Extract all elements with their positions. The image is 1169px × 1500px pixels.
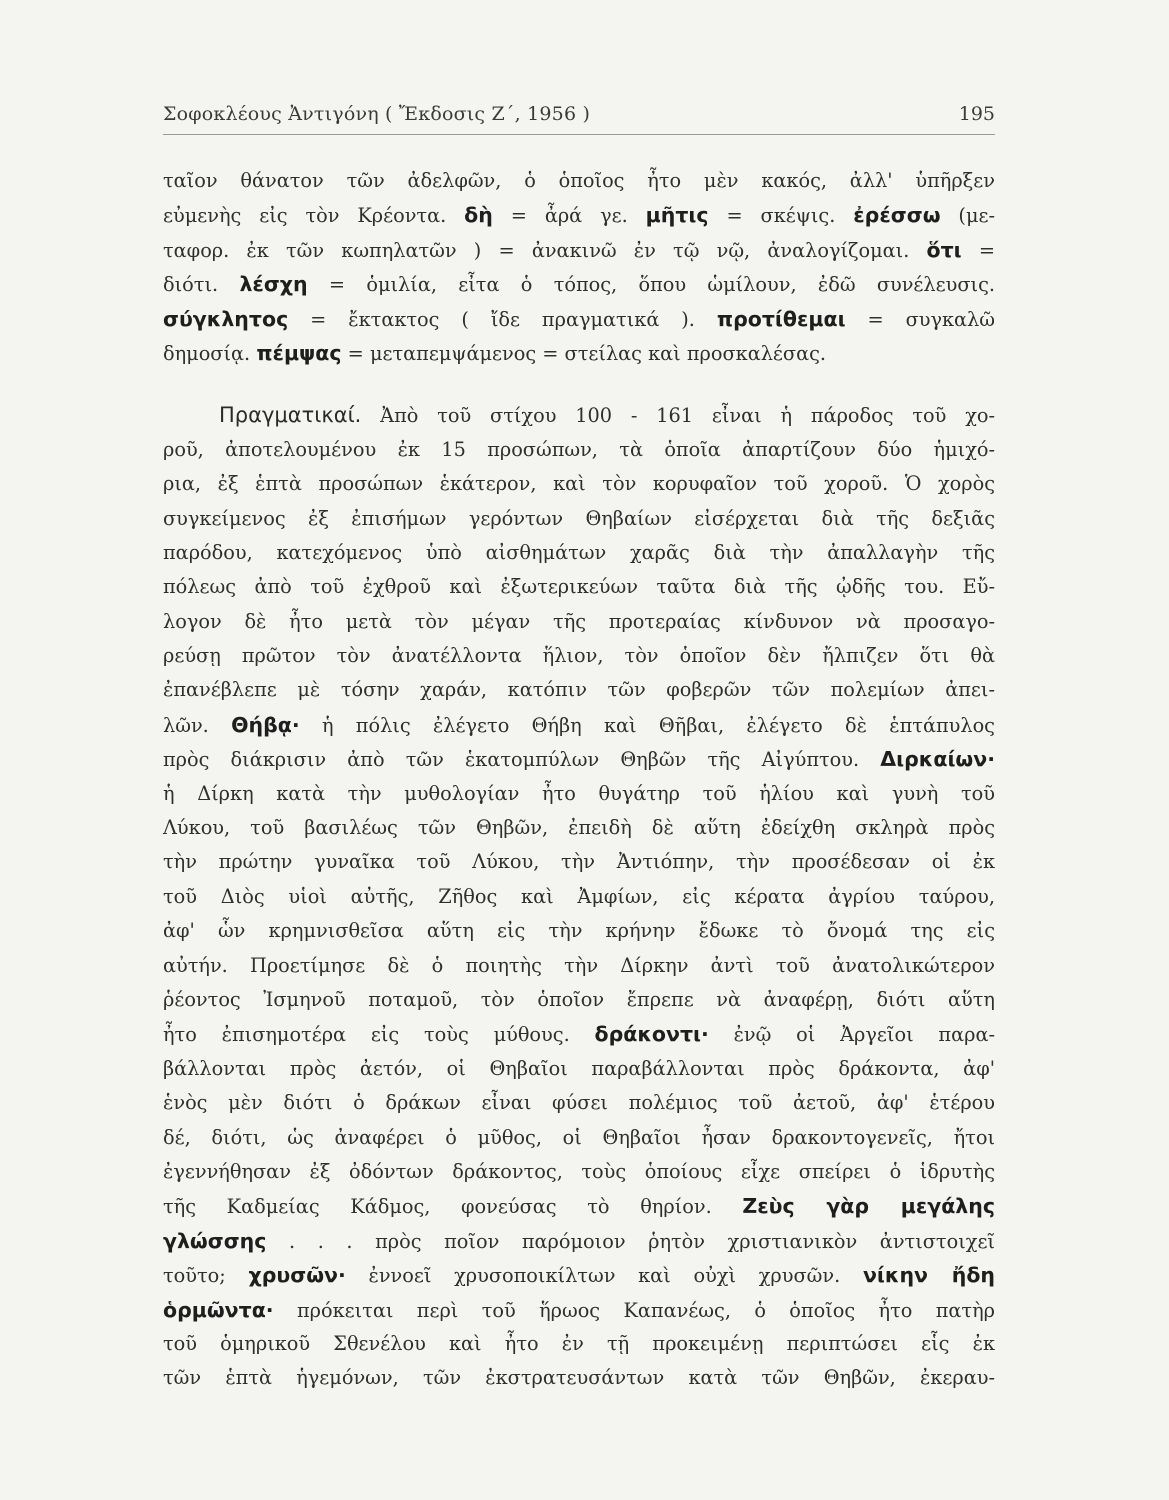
text-line [163, 198, 995, 232]
line-text: τῶν ἑπτὰ ἡγεμόνων, τῶν ἐκστρατευσάντων κατὰ τῶν Θηβῶν, ἐκεραυ- [163, 1366, 995, 1390]
lemma-term: δὴ [464, 203, 493, 228]
line-text: ἦτο ἐπισημοτέρα εἰς τοὺς μύθους. [163, 1023, 595, 1047]
text-line [163, 467, 995, 501]
line-text: ταῖον θάνατον τῶν ἀδελφῶν, ὁ ὁποῖος ἦτο μὲν κακός, ἀλλ' ὑπῆρξεν [163, 169, 995, 192]
text-line [163, 880, 995, 914]
text-line [163, 914, 995, 948]
line-text: πρὸς διάκρισιν ἀπὸ τῶν ἑκατομπύλων Θηβῶν τῆς Αἰγύπτου. [163, 748, 881, 772]
line-text: ἀφ' ὧν κρημνισθεῖσα αὕτη εἰς τὴν κρήνην ἔδωκε τὸ ὄνομά της εἰς [163, 919, 995, 943]
lemma-term: χρυσῶν· [248, 1263, 346, 1288]
text-line [163, 1052, 995, 1086]
text-line [163, 536, 995, 570]
lemma-term: δράκοντι· [594, 1022, 709, 1047]
lemma-term: νίκην ἤδη [862, 1263, 995, 1288]
lemma-term: λέσχη [239, 272, 308, 297]
running-header [163, 100, 995, 135]
line-text: τοῦ ὁμηρικοῦ Σθενέλου καὶ ἦτο ἐν τῇ προκειμένῃ περιπτώσει εἷς ἐκ [163, 1331, 995, 1355]
line-text: λογον δὲ ἦτο μετὰ τὸν μέγαν τῆς προτεραίας κίνδυνον νὰ προσαγο- [163, 609, 995, 633]
line-text: διότι. [163, 273, 240, 297]
line-text: = [961, 238, 995, 262]
line-text: Λύκου, τοῦ βασιλέως τῶν Θηβῶν, ἐπειδὴ δὲ αὕτη ἐδείχθη σκληρὰ πρὸς [163, 816, 995, 840]
text-line [163, 336, 995, 370]
line-text: = ἔκτακτος ( ἴδε πραγματικά ). [288, 307, 717, 331]
lemma-term: ὁρμῶντα· [163, 1297, 274, 1322]
line-text: = ὁμιλία, εἶτα ὁ τόπος, ὅπου ὡμίλουν, ἐδῶ συνέλευσις. [307, 273, 996, 297]
line-text: τοῦ Διὸς υἱοὶ αὐτῆς, Ζῆθος καὶ Ἀμφίων, εἰς κέρατα ἀγρίου ταύρου, [163, 884, 995, 908]
line-text: ρεύσῃ πρῶτον τὸν ἀνατέλλοντα ἥλιον, τὸν ὁποῖον δὲν ἤλπιζεν ὅτι θὰ [163, 644, 995, 668]
line-text: ἡ πόλις ἐλέγετο Θήβη καὶ Θῆβαι, ἐλέγετο δὲ ἑπτάπυλος [299, 713, 995, 737]
text-line [163, 639, 995, 673]
section-heading: Πραγματικαί. [219, 403, 362, 428]
text-line [163, 233, 995, 267]
line-text: ἐννοεῖ χρυσοποικίλτων καὶ οὐχὶ χρυσῶν. [345, 1264, 863, 1288]
line-text: = μεταπεμψάμενος = στείλας καὶ προσκαλέσας. [341, 341, 827, 365]
line-text: ρια, ἐξ ἑπτὰ προσώπων ἑκάτερον, καὶ τὸν κορυφαῖον τοῦ χοροῦ. Ὁ χορὸς [163, 472, 995, 496]
line-text: τῆς Καδμείας Κάδμος, φονεύσας τὸ θηρίον. [163, 1195, 743, 1219]
text-line [163, 433, 995, 467]
text-line [163, 267, 995, 301]
text-line [163, 398, 995, 432]
line-text: = σκέψις. [708, 204, 854, 228]
line-text: δέ, διότι, ὡς ἀναφέρει ὁ μῦθος, οἱ Θηβαῖοι ἦσαν δρακοντογενεῖς, ἤτοι [163, 1125, 995, 1149]
text-line [163, 742, 995, 776]
line-text: ταφορ. ἐκ τῶν κωπηλατῶν ) = ἀνακινῶ ἐν τῷ νῷ, ἀναλογίζομαι. [163, 238, 927, 262]
text-line [163, 502, 995, 536]
commentary-text [163, 164, 995, 1396]
text-line [163, 570, 995, 604]
text-line [163, 949, 995, 983]
line-text: πρόκειται περὶ τοῦ ἥρωος Καπανέως, ὁ ὁποῖος ἦτο πατὴρ [273, 1298, 995, 1322]
text-line [163, 1086, 995, 1120]
text-line [163, 845, 995, 879]
line-text: ἐγεννήθησαν ἐξ ὀδόντων δράκοντος, τοὺς ὁποίους εἶχε σπείρει ὁ ἱδρυτὴς [163, 1159, 995, 1183]
line-text: ῥέοντος Ἰσμηνοῦ ποταμοῦ, τὸν ὁποῖον ἔπρεπε νὰ ἀναφέρῃ, διότι αὕτη [163, 987, 995, 1011]
text-line [163, 1293, 995, 1327]
lemma-term: πέμψας [256, 340, 342, 365]
lemma-term: σύγκλητος [163, 306, 289, 331]
line-text: τοῦτο; [163, 1264, 249, 1288]
line-text: = συγκαλῶ [845, 307, 996, 331]
header-title: Σοφοκλέους Ἀντιγόνη ( Ἔκδοσις Ζ΄, 1956 ) [163, 103, 591, 125]
text-line [163, 164, 995, 198]
line-text: πόλεως ἀπὸ τοῦ ἐχθροῦ καὶ ἐξωτερικεύων ταῦτα διὰ τῆς ᾠδῆς του. Εὔ- [163, 575, 995, 599]
line-text: ἑνὸς μὲν διότι ὁ δράκων εἶναι φύσει πολέμιος τοῦ ἀετοῦ, ἀφ' ἑτέρου [163, 1091, 995, 1115]
text-line [163, 983, 995, 1017]
line-text: παρόδου, κατεχόμενος ὑπὸ αἰσθημάτων χαρᾶς διὰ τὴν ἀπαλλαγὴν τῆς [163, 540, 995, 564]
text-line [163, 777, 995, 811]
line-text: (με- [940, 204, 995, 228]
page-number: 195 [958, 103, 995, 125]
lemma-term: μῆτις [645, 203, 709, 228]
text-line [163, 673, 995, 707]
text-line [163, 708, 995, 742]
line-text: δημοσίᾳ. [163, 341, 257, 365]
paragraph-gap [163, 370, 995, 398]
lemma-term: ὅτι [926, 237, 962, 262]
lemma-term: Ζεὺς γὰρ μεγάλης [742, 1194, 996, 1219]
line-text: = ἆρά γε. [492, 204, 646, 228]
text-line [163, 1121, 995, 1155]
lemma-term: ἐρέσσω [853, 203, 941, 228]
line-text: . . . πρὸς ποῖον παρόμοιον ῥητὸν χριστιανικὸν ἀντιστοιχεῖ [266, 1229, 995, 1253]
line-text: τὴν πρώτην γυναῖκα τοῦ Λύκου, τὴν Ἀντιόπην, τὴν προσέδεσαν οἱ ἐκ [163, 850, 995, 874]
line-text: λῶν. [163, 713, 232, 737]
line-text: ροῦ, ἀποτελουμένου ἐκ 15 προσώπων, τὰ ὁποῖα ἀπαρτίζουν δύο ἡμιχό- [163, 437, 995, 461]
text-line [163, 1017, 995, 1051]
text-line [163, 1155, 995, 1189]
line-text: εὐμενὴς εἰς τὸν Κρέοντα. [163, 204, 465, 228]
lemma-term: προτίθεμαι [716, 306, 846, 331]
text-line [163, 1189, 995, 1223]
text-line [163, 1327, 995, 1361]
line-text: αὐτήν. Προετίμησε δὲ ὁ ποιητὴς τὴν Δίρκην ἀντὶ τοῦ ἀνατολικώτερον [163, 953, 995, 977]
text-line [163, 1258, 995, 1292]
lemma-term: Διρκαίων· [880, 747, 995, 772]
text-line [163, 302, 995, 336]
text-line [163, 811, 995, 845]
line-text: βάλλονται πρὸς ἀετόν, οἱ Θηβαῖοι παραβάλλονται πρὸς δράκοντα, ἀφ' [163, 1056, 995, 1080]
line-text: Ἀπὸ τοῦ στίχου 100 - 161 εἶναι ἡ πάροδος τοῦ χο- [361, 404, 995, 428]
line-text: ἡ Δίρκη κατὰ τὴν μυθολογίαν ἦτο θυγάτηρ τοῦ ἡλίου καὶ γυνὴ τοῦ [163, 781, 995, 805]
lemma-term: Θήβᾳ· [231, 712, 300, 737]
lemma-term: γλώσσης [163, 1228, 267, 1253]
text-line [163, 1361, 995, 1395]
line-text: ἐπανέβλεπε μὲ τόσην χαράν, κατόπιν τῶν φοβερῶν τῶν πολεμίων ἀπει- [163, 678, 995, 702]
text-line [163, 605, 995, 639]
text-line [163, 1224, 995, 1258]
line-text: ἐνῷ οἱ Ἀργεῖοι παρα- [708, 1023, 995, 1047]
line-text: συγκείμενος ἐξ ἐπισήμων γερόντων Θηβαίων εἰσέρχεται διὰ τῆς δεξιᾶς [163, 506, 995, 530]
